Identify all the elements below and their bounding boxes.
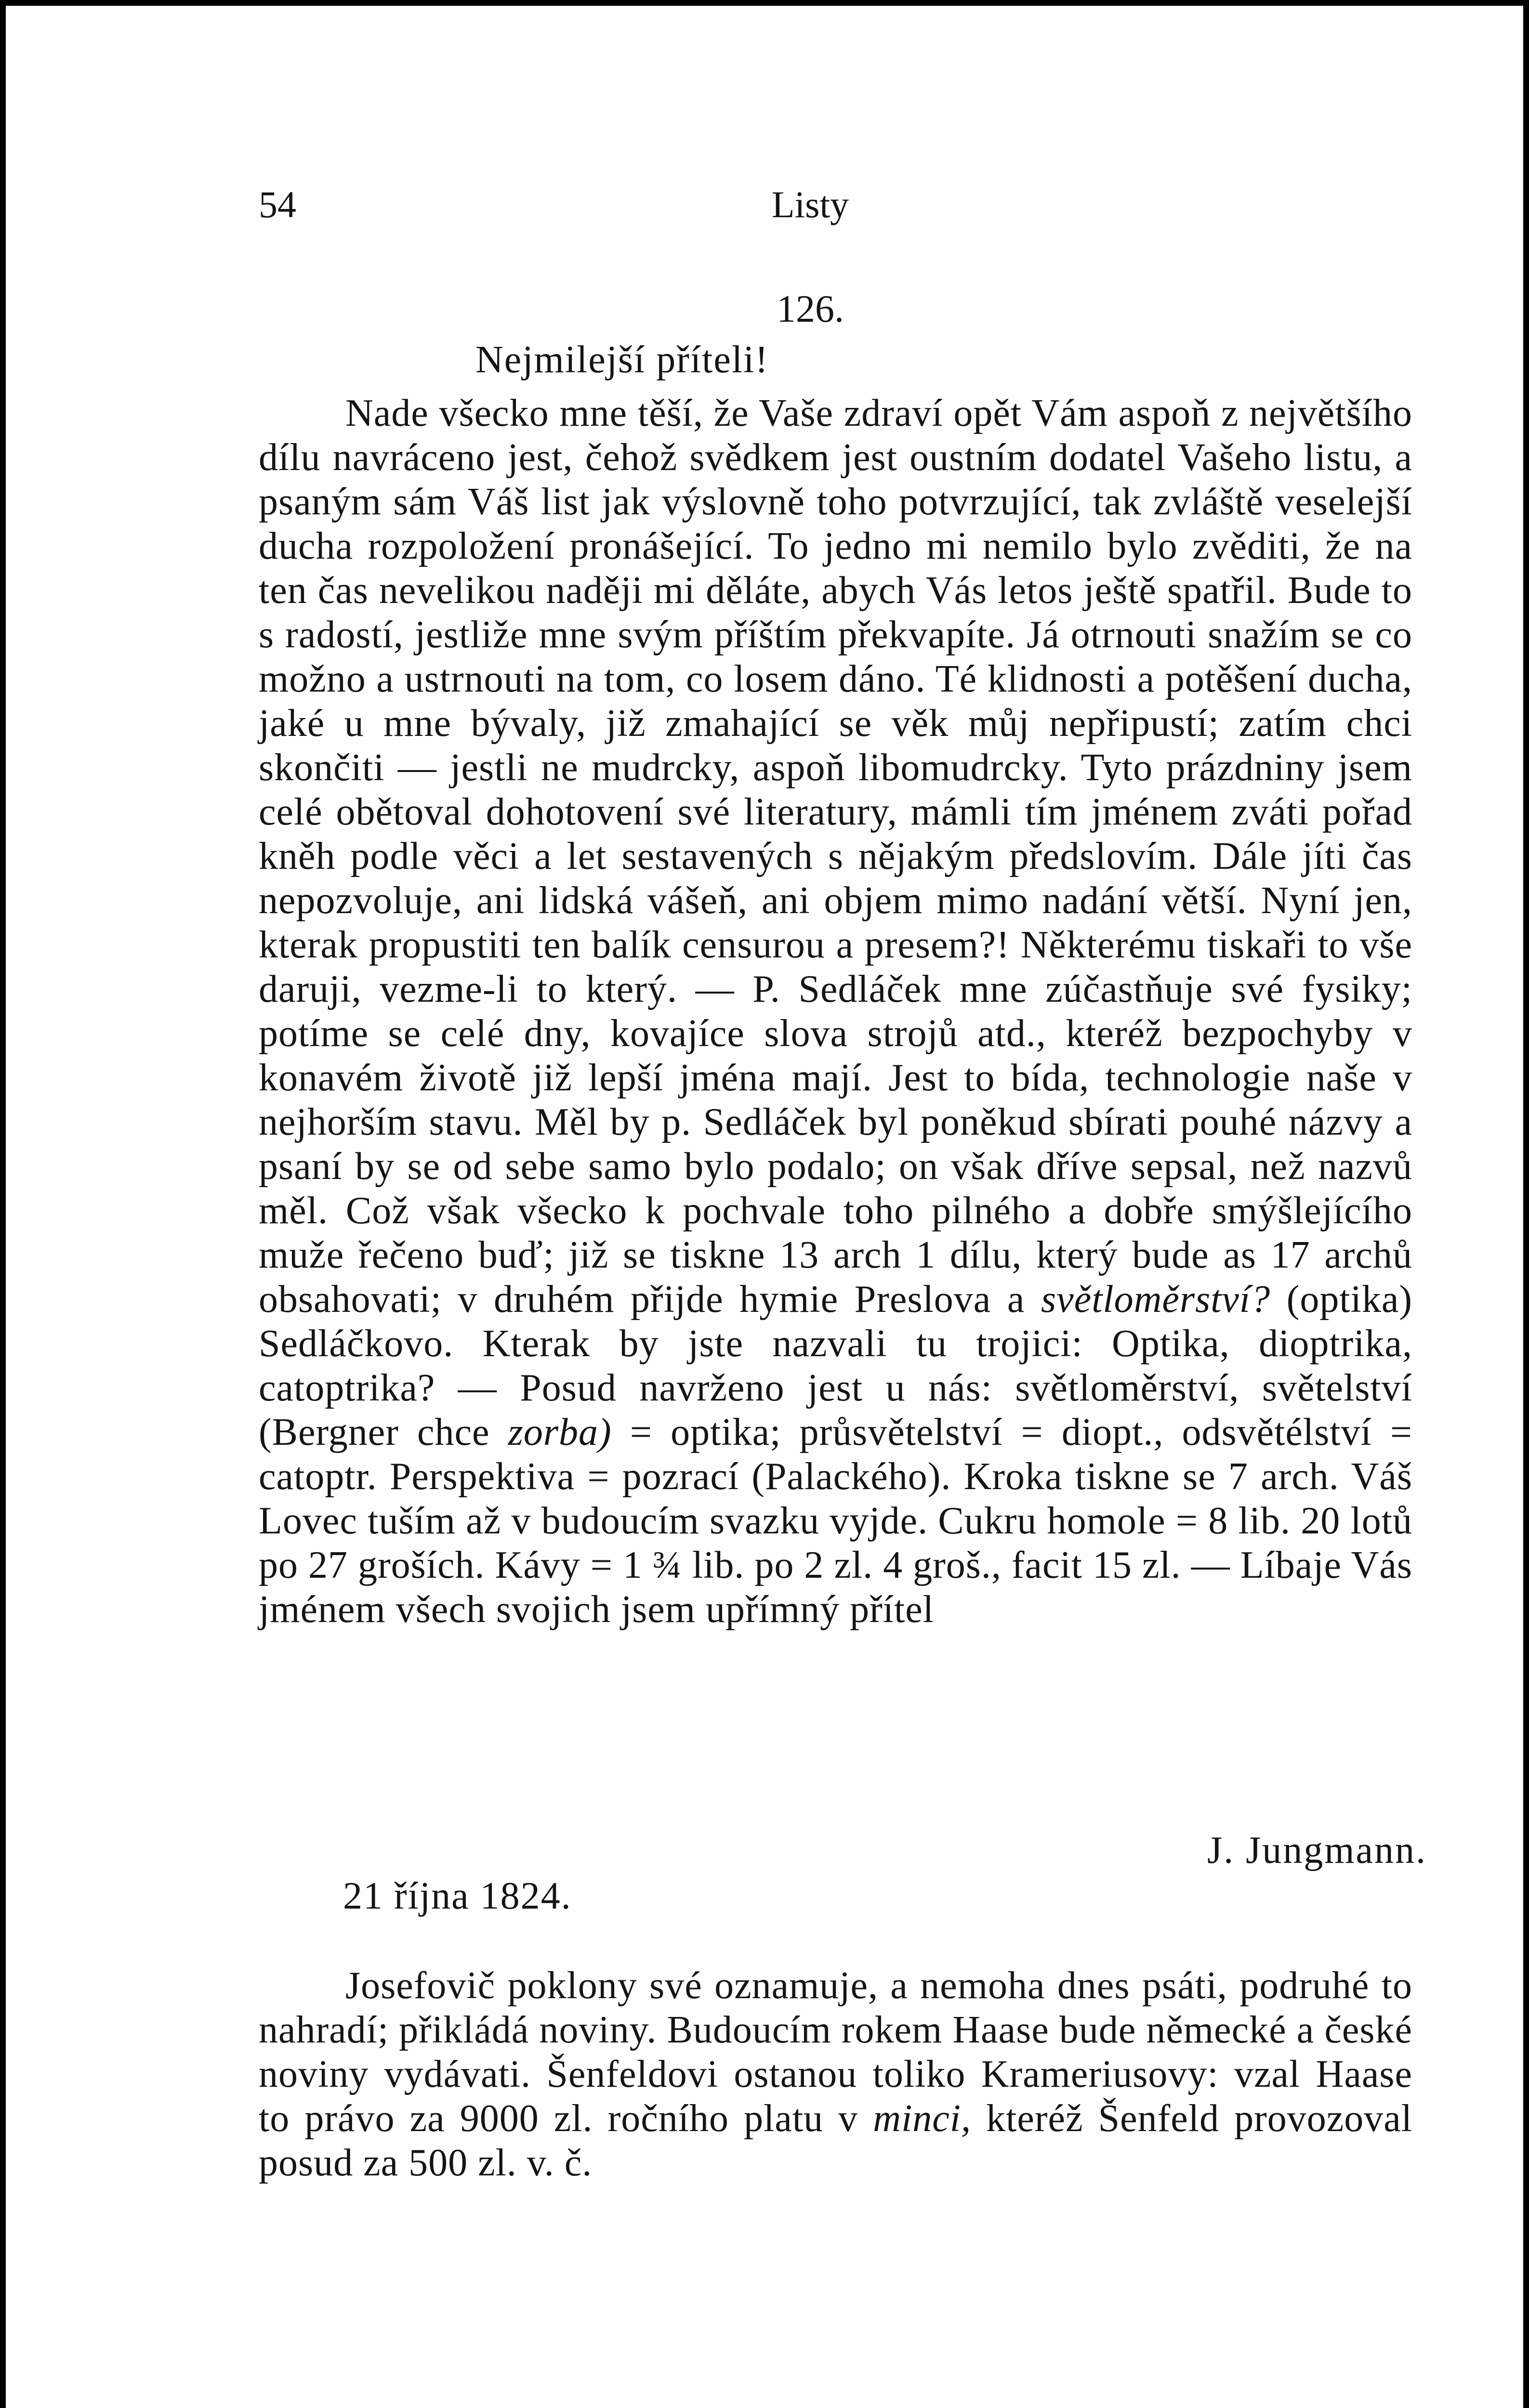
book-page [6, 6, 1523, 2408]
italic-term-zorba: zorba) [508, 1411, 612, 1453]
body-text-part-1: Nade všecko mne těší, že Vaše zdraví opět Vám aspoň z největšího dílu navráceno jest, čehož svědkem jest oustním dodatel Vašeho listu, a psaným sám Váš list jak výslovně toho potvrzující, tak zvláště veselejší ducha rozpoložení pronášející. To jedno mi nemilo bylo zvěditi, že na ten čas nevelikou naději mi děláte, abych Vás letos ještě spatřil. Bude to s radostí, jestliže mne svým příštím překvapíte. Já otrnouti snažím se co možno a ustrnouti na tom, co losem dáno. Té klidnosti a potěšení ducha, jaké u mne bývaly, již zmahající se věk můj nepřipustí; zatím chci skončiti — jestli ne mudrcky, aspoň libomudrcky. Tyto prázdniny jsem celé obětoval dohotovení své literatury, mámli tím jménem zváti pořad kněh podle věci a let sestavených s nějakým předslovím. Dále jíti čas nepozvoluje, ani lidská vášeň, ani objem mimo nadání větší. Nyní jen, kterak propustiti ten balík censurou a presem?! Některému tiskaři to vše daruji, vezme-li to který. — P. Sedláček mne zúčastňuje své fysiky; potíme se celé dny, kovajíce slova strojů atd., kteréž bezpochyby v konavém životě již lepší jména mají. Jest to bída, technologie naše v nejhorším stavu. Měl by p. Sedláček byl poněkud sbírati pouhé názvy a psaní by se od sebe samo bylo podalo; on však dříve sepsal, než nazvů měl. Což však všecko k pochvale toho pilného a dobře smýšlejícího muže řečeno buď; již se tiskne 13 arch 1 dílu, který bude as 17 archů obsahovati; v druhém přijde hymie Preslova a [259, 392, 1412, 1321]
page-number: 54 [259, 183, 296, 225]
signature: J. Jungmann. [1207, 1829, 1427, 1871]
letter-number: 126. [777, 288, 844, 330]
postscript-text-part-2: kteréž Šenfeld provozoval posud za 500 zl. v. č. [259, 2097, 1412, 2184]
postscript [259, 1963, 1412, 2185]
running-title: Listy [771, 183, 849, 225]
letter-date: 21 října 1824. [343, 1875, 572, 1917]
page-header [259, 183, 1362, 241]
letter-paragraph [259, 391, 1412, 1632]
italic-term-minci: minci, [873, 2097, 972, 2140]
postscript-paragraph [259, 1963, 1412, 2185]
salutation: Nejmilejší příteli! [475, 339, 769, 381]
body-text-part-2: (optika) Sedláčkovo. Kterak by jste nazvali tu trojici: Optika, dioptrika, catoptrika? — Posud navrženo jest u nás: světloměrství, světelství (Bergner chce [259, 1278, 1413, 1453]
postscript-text-part-1: Josefovič poklony své oznamuje, a nemoha dnes psáti, podruhé to nahradí; přikládá noviny. Budoucím rokem Haase bude německé a české noviny vydávati. Šenfeldovi ostanou toliko Krameriusovy: vzal Haase to právo za 9000 zl. ročního platu v [259, 1964, 1412, 2140]
body-text-part-3: = optika; průsvětelství = diopt., odsvětélství = catoptr. Perspektiva = pozrací (Palackého). Kroka tiskne se 7 arch. Váš Lovec tuším až v budoucím svazku vyjde. Cukru homole = 8 lib. 20 lotů po 27 groších. Kávy = 1 ¾ lib. po 2 zl. 4 groš., facit 15 zl. — Líbaje Vás jménem všech svojich jsem upřímný přítel [259, 1411, 1413, 1631]
italic-term-svetlomerstvi: světloměrství? [1041, 1278, 1271, 1321]
letter-body [259, 391, 1412, 1632]
